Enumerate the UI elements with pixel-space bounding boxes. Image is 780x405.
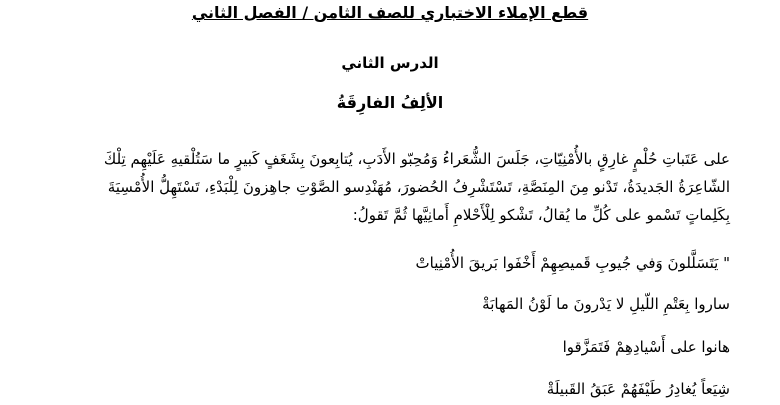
section-title: الألِفُ الفارِقَةُ xyxy=(336,93,444,112)
document-header-title: قطع الإملاء الاختباري للصف الثامن / الفصل الثاني xyxy=(191,3,589,22)
paragraph-line: على عَتَباتِ حُلْمٍ غارِقٍ بالأُمْنِيّاتِ، جَلَسَ الشُّعَراءُ وَمُحِبّو الأَدَبِ، يُتابِعونَ بِشَغَفٍ كَبيرٍ ما سَتُلْقيهِ عَلَيْهِم تِلْكَ xyxy=(103,150,730,168)
lesson-title: الدرس الثاني xyxy=(341,54,439,72)
poem-line: هانوا على أَسْيادِهِمْ فَتَمَزَّقوا xyxy=(562,338,730,356)
paragraph-line: بِكَلِماتٍ تَسْمو على كُلِّ ما يُقالُ، تَشْكو لِلْأَحْلامِ أَمانِيَّها ثُمَّ تَقولُ: xyxy=(352,206,730,224)
poem-line: شِيَعاً يُغادِرُ طَيْفَهُمْ عَبَقُ القَبيلَةْ xyxy=(546,380,730,398)
poem-line: " يَتَسَلَّلونَ وَفي جُيوبِ قَميصِهِمْ أَخْفَوا بَريقَ الأُمْنِياتْ xyxy=(415,254,730,272)
poem-line: ساروا بِعَتْمِ اللّيلِ لا يَدْرونَ ما لَوْنُ المَهابَةْ xyxy=(482,295,730,313)
paragraph-line: الشّاعِرَةُ الجَديدَةُ، تَدْنو مِنَ المِنَصَّةِ، تَسْتَشْرِفُ الحُضورَ، مُهَنْدِسو الصَّوْتِ جاهِزونَ لِلْبَدْءِ، تَسْتَهِلُّ الأُمْسِيَةَ xyxy=(107,178,730,196)
